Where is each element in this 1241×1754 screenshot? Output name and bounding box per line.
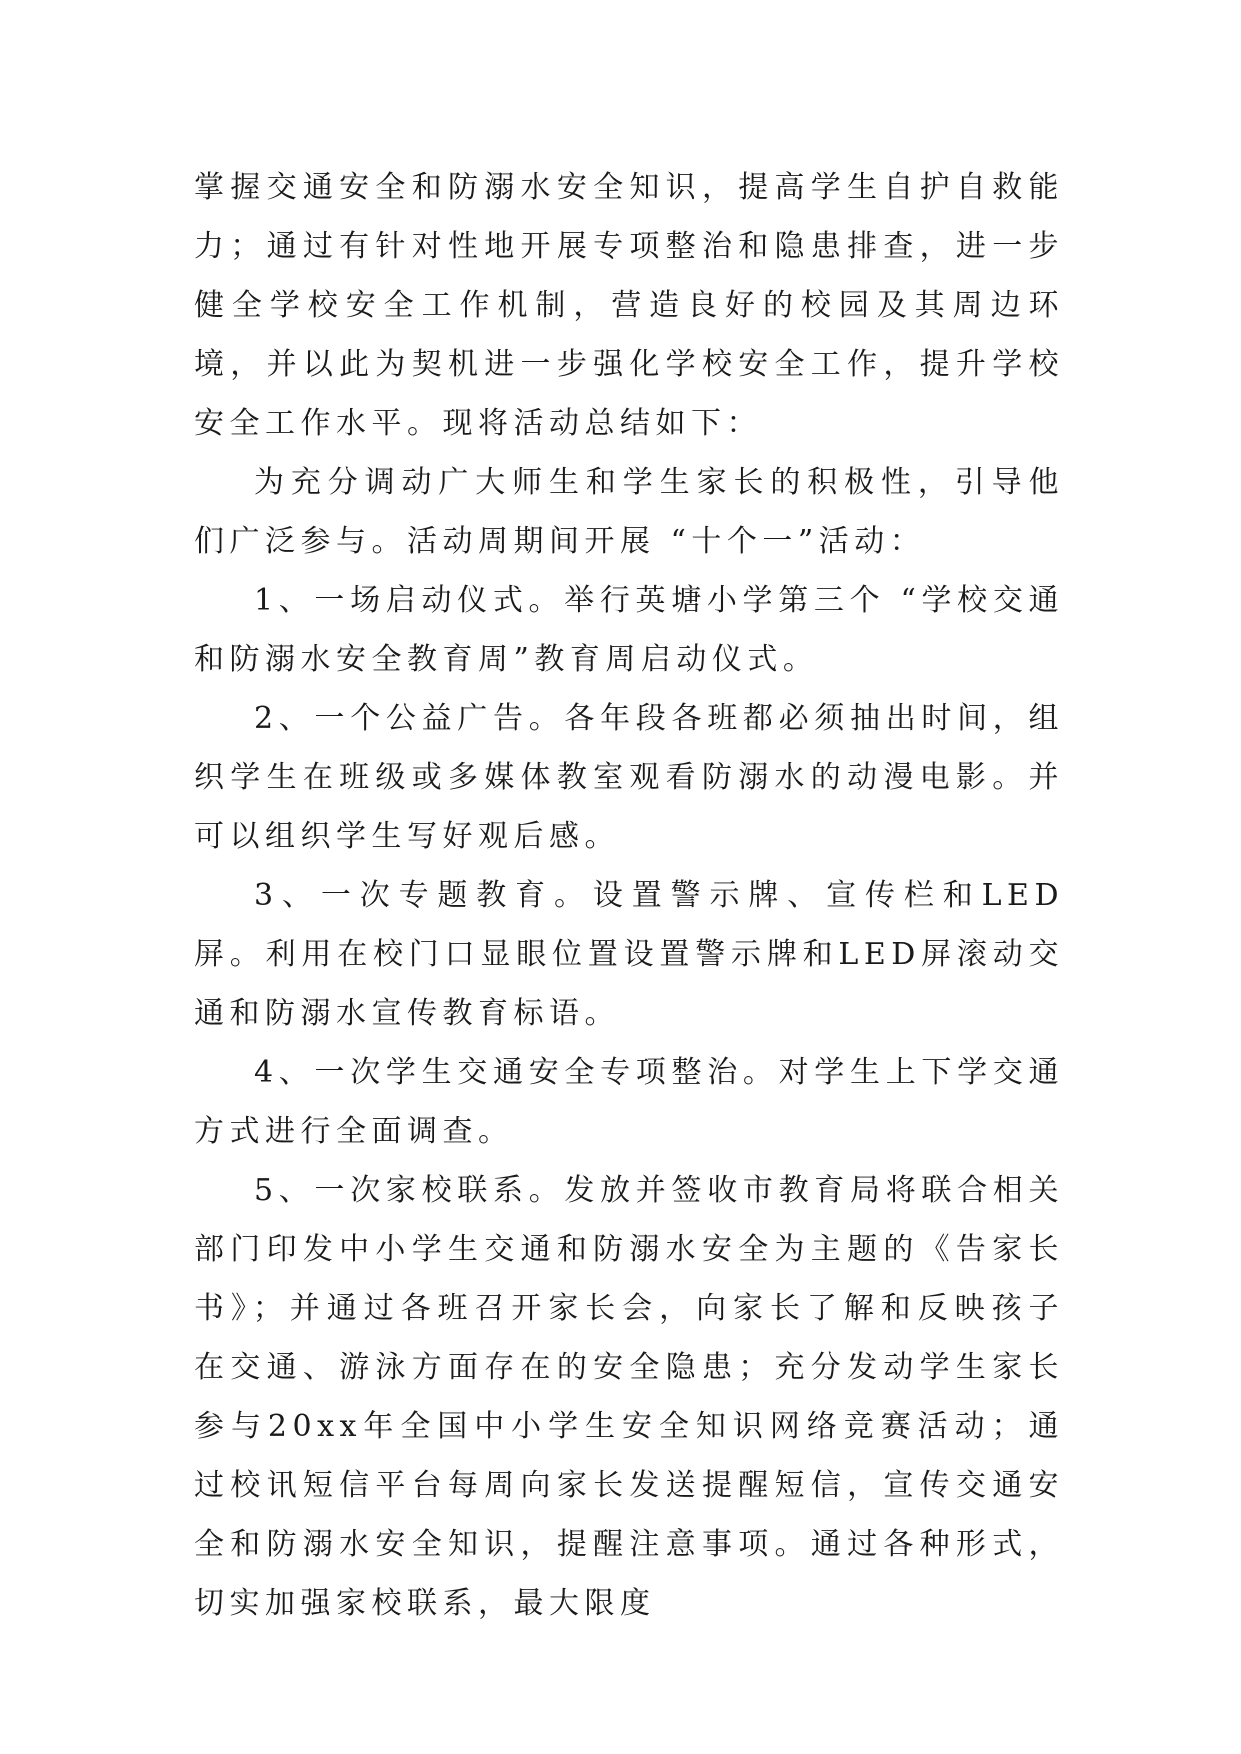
paragraph-activities-overview: 为充分调动广大师生和学生家长的积极性，引导他们广泛参与。活动周期间开展 “十个一”活动：: [194, 465, 1064, 559]
paragraph-item-5: 5、一次家校联系。发放并签收市教育局将联合相关部门印发中小学生交通和防溺水安全为主题的《告家长书》；并通过各班召开家长会，向家长了解和反映孩子在交通、游泳方面存在的安全隐患；充分发动学生家长参与20xx年全国中小学生安全知识网络竞赛活动；通过校讯短信平台每周向家长发送提醒短信，宣传交通安全和防溺水安全知识，提醒注意事项。通过各种形式，切实加强家校联系，最大限度: [194, 1173, 1064, 1621]
paragraph-item-3: 3、一次专题教育。设置警示牌、宣传栏和LED屏。利用在校门口显眼位置设置警示牌和LED屏滚动交通和防溺水宣传教育标语。: [194, 878, 1064, 1031]
paragraph-item-4: 4、一次学生交通安全专项整治。对学生上下学交通方式进行全面调查。: [194, 1055, 1064, 1149]
document-body: [194, 158, 1064, 1633]
paragraph-intro: 掌握交通安全和防溺水安全知识，提高学生自护自救能力；通过有针对性地开展专项整治和隐患排查，进一步健全学校安全工作机制，营造良好的校园及其周边环境，并以此为契机进一步强化学校安全工作，提升学校安全工作水平。现将活动总结如下：: [194, 170, 1064, 441]
paragraph-item-1: 1、一场启动仪式。举行英塘小学第三个 “学校交通和防溺水安全教育周”教育周启动仪式。: [194, 583, 1064, 677]
paragraph-item-2: 2、一个公益广告。各年段各班都必须抽出时间，组织学生在班级或多媒体教室观看防溺水的动漫电影。并可以组织学生写好观后感。: [194, 701, 1064, 854]
